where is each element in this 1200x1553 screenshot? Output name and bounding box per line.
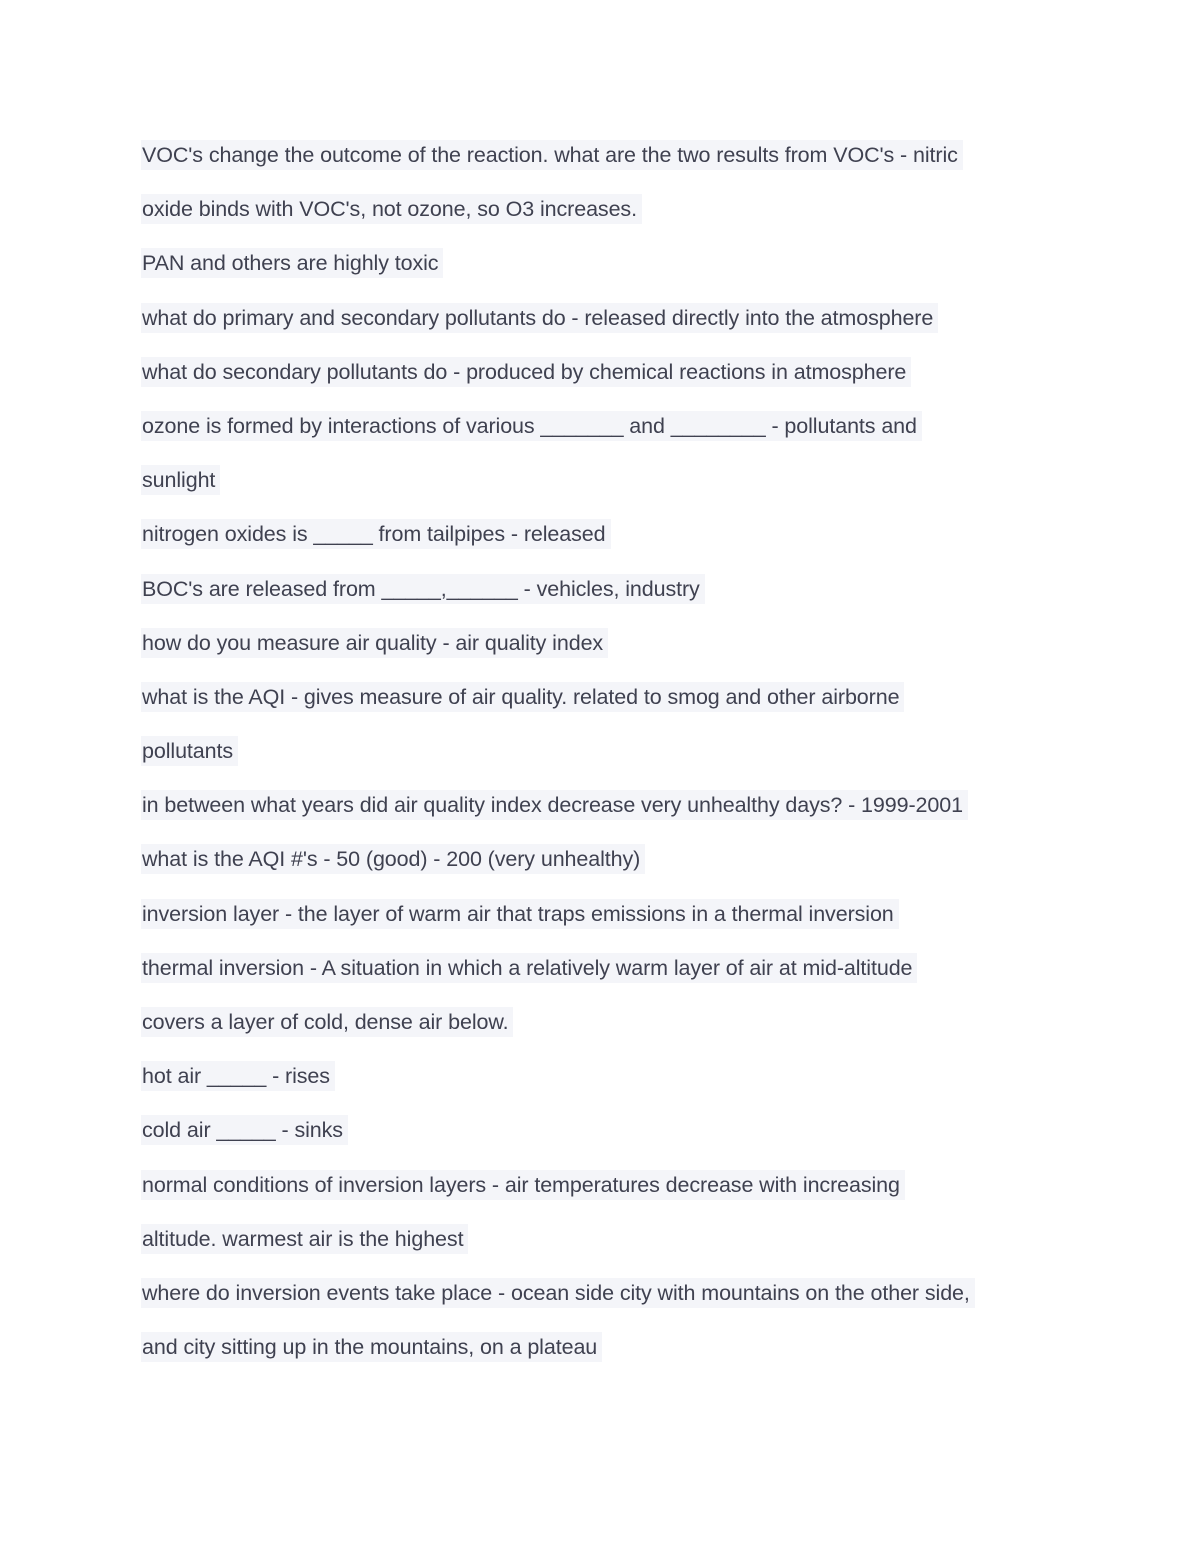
text-line-content: how do you measure air quality - air quality index: [141, 628, 608, 658]
text-line: [141, 736, 1071, 790]
text-line-content: what is the AQI #'s - 50 (good) - 200 (very unhealthy): [141, 844, 645, 874]
text-line: [141, 303, 1071, 357]
text-line-content: cold air _____ - sinks: [141, 1115, 348, 1145]
text-line-content: hot air _____ - rises: [141, 1061, 335, 1091]
text-line-content: what do secondary pollutants do - produced by chemical reactions in atmosphere: [141, 357, 911, 387]
text-line: [141, 1278, 1071, 1332]
text-line-content: what is the AQI - gives measure of air quality. related to smog and other airborne: [141, 682, 904, 712]
text-line: [141, 194, 1071, 248]
text-line-content: in between what years did air quality index decrease very unhealthy days? - 1999-2001: [141, 790, 968, 820]
text-line: [141, 899, 1071, 953]
text-line-content: nitrogen oxides is _____ from tailpipes - released: [141, 519, 611, 549]
text-line-content: what do primary and secondary pollutants do - released directly into the atmosphere: [141, 303, 938, 333]
text-line: [141, 953, 1071, 1007]
text-line: [141, 628, 1071, 682]
text-line-content: inversion layer - the layer of warm air that traps emissions in a thermal inversion: [141, 899, 899, 929]
text-line-content: thermal inversion - A situation in which a relatively warm layer of air at mid-altitude: [141, 953, 917, 983]
text-line: [141, 140, 1071, 194]
text-line-content: ozone is formed by interactions of various _______ and ________ - pollutants and: [141, 411, 922, 441]
text-line: [141, 1115, 1071, 1169]
text-line: [141, 519, 1071, 573]
text-line-content: BOC's are released from _____,______ - vehicles, industry: [141, 574, 705, 604]
text-line: [141, 574, 1071, 628]
text-line: [141, 1170, 1071, 1224]
text-line: [141, 248, 1071, 302]
text-line: [141, 1224, 1071, 1278]
text-line-content: where do inversion events take place - ocean side city with mountains on the other side,: [141, 1278, 975, 1308]
text-line-content: sunlight: [141, 465, 220, 495]
text-line: [141, 682, 1071, 736]
text-line: [141, 357, 1071, 411]
text-line: [141, 790, 1071, 844]
text-line-content: covers a layer of cold, dense air below.: [141, 1007, 513, 1037]
text-line-content: PAN and others are highly toxic: [141, 248, 443, 278]
document-body: [141, 140, 1071, 1386]
text-line-content: and city sitting up in the mountains, on a plateau: [141, 1332, 602, 1362]
text-line: [141, 844, 1071, 898]
text-line-content: pollutants: [141, 736, 238, 766]
text-line: [141, 1007, 1071, 1061]
text-line-content: oxide binds with VOC's, not ozone, so O3 increases.: [141, 194, 642, 224]
text-line-content: altitude. warmest air is the highest: [141, 1224, 468, 1254]
text-line: [141, 1061, 1071, 1115]
text-line: [141, 411, 1071, 465]
text-line: [141, 465, 1071, 519]
text-line-content: VOC's change the outcome of the reaction. what are the two results from VOC's - nitric: [141, 140, 963, 170]
text-line: [141, 1332, 1071, 1386]
text-line-content: normal conditions of inversion layers - air temperatures decrease with increasing: [141, 1170, 905, 1200]
